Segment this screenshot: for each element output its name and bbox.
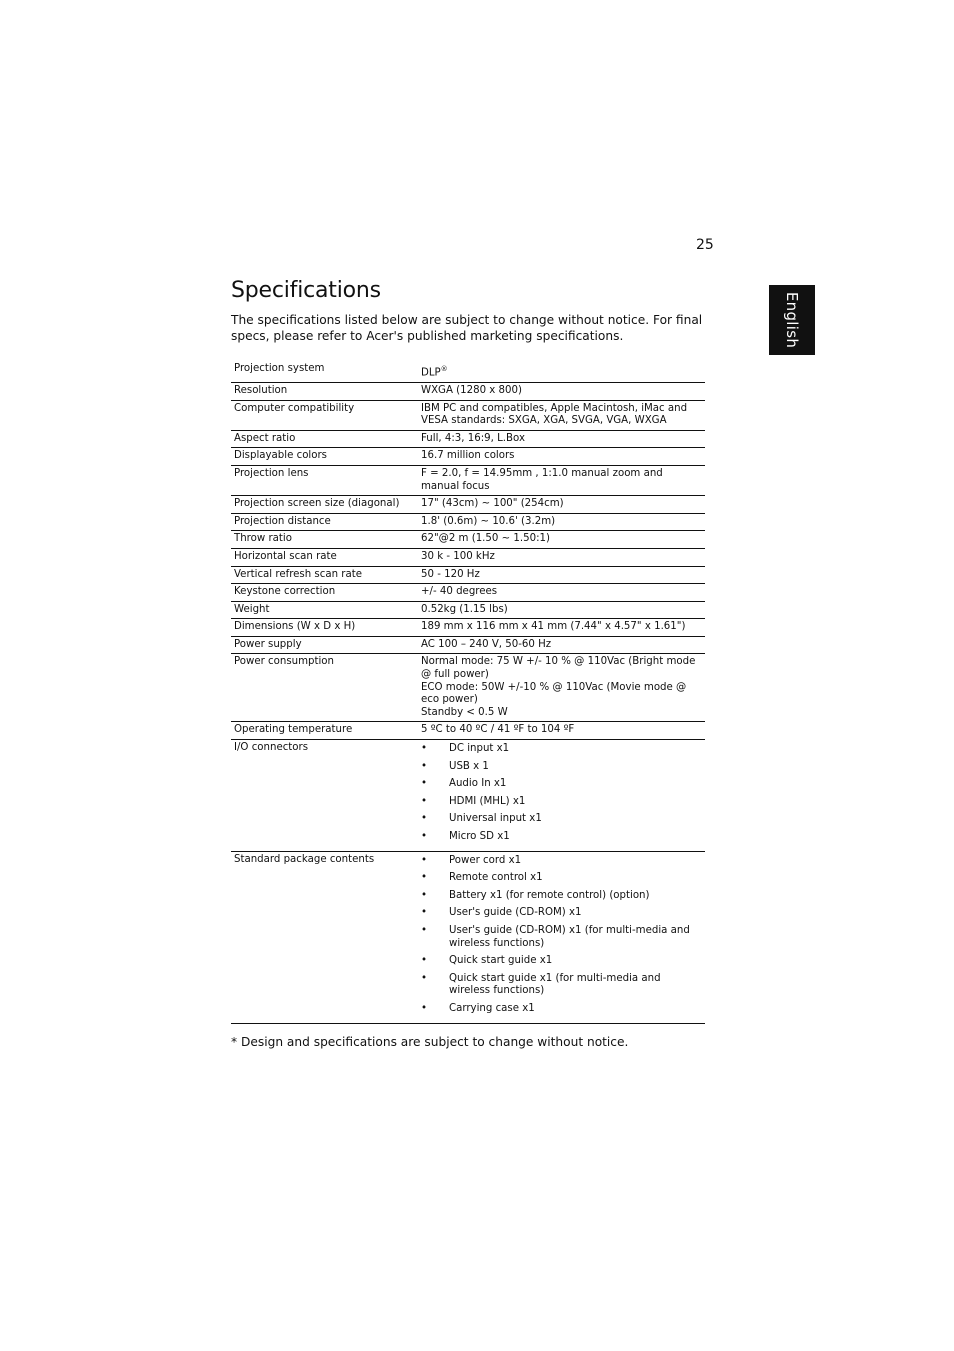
spec-value-line: Normal mode: 75 W +/- 10 % @ 110Vac (Bright mode @ full power)	[421, 656, 696, 681]
list-item: • Battery x1 (for remote control) (option)	[421, 890, 703, 903]
spec-value-text: 17" (43cm) ~ 100" (254cm)	[421, 498, 564, 510]
table-row	[231, 636, 705, 654]
spec-value-text: 5 ºC to 40 ºC / 41 ºF to 104 ºF	[421, 724, 575, 736]
spec-value-text: DLP	[421, 367, 441, 379]
table-row	[231, 722, 705, 740]
language-tab-label: English	[783, 291, 801, 349]
spec-value	[418, 636, 705, 654]
spec-label: Keystone correction	[231, 584, 418, 602]
spec-label: Computer compatibility	[231, 400, 418, 430]
spec-value	[418, 430, 705, 448]
spec-value-text: 16.7 million colors	[421, 450, 515, 462]
spec-value-line: Standby < 0.5 W	[421, 706, 508, 718]
spec-label: Projection distance	[231, 513, 418, 531]
spec-value	[418, 496, 705, 514]
spec-value	[418, 619, 705, 637]
footnote: * Design and specifications are subject to change without notice.	[231, 1035, 629, 1049]
table-row	[231, 513, 705, 531]
list-item: • Universal input x1	[421, 813, 703, 826]
list-item: • Remote control x1	[421, 872, 703, 885]
spec-value	[418, 740, 705, 852]
list-item: • User's guide (CD-ROM) x1 (for multi-media and wireless functions)	[421, 925, 703, 950]
spec-value-text: 189 mm x 116 mm x 41 mm (7.44" x 4.57" x 1.61")	[421, 621, 686, 633]
spec-value	[418, 601, 705, 619]
spec-label: Projection screen size (diagonal)	[231, 496, 418, 514]
list-item: • Power cord x1	[421, 855, 703, 868]
spec-value	[418, 548, 705, 566]
registered-mark: ®	[440, 365, 448, 373]
spec-value	[418, 654, 705, 722]
list-item: • Carrying case x1	[421, 1003, 703, 1016]
spec-value	[418, 722, 705, 740]
spec-value-text: IBM PC and compatibles, Apple Macintosh, iMac and VESA standards: SXGA, XGA, SVGA, VGA, WXGA	[421, 402, 688, 427]
spec-value	[418, 448, 705, 466]
page-number: 25	[696, 237, 714, 253]
spec-value	[418, 400, 705, 430]
spec-value-text: 62"@2 m (1.50 ~ 1.50:1)	[421, 533, 550, 545]
spec-value	[418, 358, 705, 382]
spec-label: I/O connectors	[231, 740, 418, 852]
spec-value-text: 50 - 120 Hz	[421, 568, 480, 580]
table-row	[231, 851, 705, 1023]
intro-paragraph: The specifications listed below are subject to change without notice. For final specs, please refer to Acer's published marketing specifications.	[231, 313, 703, 343]
spec-value-text: +/- 40 degrees	[421, 586, 498, 598]
spec-bullet-list	[421, 855, 703, 1016]
spec-label: Projection lens	[231, 465, 418, 495]
table-row	[231, 448, 705, 466]
spec-value-text: F = 2.0, f = 14.95mm , 1:1.0 manual zoom and manual focus	[421, 467, 663, 492]
spec-value-text: 0.52kg (1.15 lbs)	[421, 603, 508, 615]
spec-value-line: ECO mode: 50W +/-10 % @ 110Vac (Movie mode @ eco power)	[421, 681, 687, 706]
spec-label: Projection system	[231, 358, 418, 382]
spec-value	[418, 531, 705, 549]
spec-label: Throw ratio	[231, 531, 418, 549]
language-tab	[769, 285, 815, 355]
table-row	[231, 566, 705, 584]
list-item: • Micro SD x1	[421, 831, 703, 844]
table-row	[231, 601, 705, 619]
list-item: • Quick start guide x1 (for multi-media and wireless functions)	[421, 973, 703, 998]
spec-label: Horizontal scan rate	[231, 548, 418, 566]
spec-label: Aspect ratio	[231, 430, 418, 448]
table-row	[231, 358, 705, 382]
spec-value	[418, 465, 705, 495]
table-row	[231, 382, 705, 400]
page-title: Specifications	[231, 278, 381, 303]
spec-label: Resolution	[231, 382, 418, 400]
specifications-table	[231, 358, 705, 1024]
list-item: • HDMI (MHL) x1	[421, 796, 703, 809]
spec-bullet-list	[421, 743, 703, 844]
spec-value	[418, 584, 705, 602]
list-item: • Audio In x1	[421, 778, 703, 791]
spec-value	[418, 513, 705, 531]
spec-value-text: AC 100 – 240 V, 50-60 Hz	[421, 638, 552, 650]
table-row	[231, 465, 705, 495]
list-item: • User's guide (CD-ROM) x1	[421, 907, 703, 920]
spec-value	[418, 566, 705, 584]
table-row	[231, 584, 705, 602]
spec-label: Displayable colors	[231, 448, 418, 466]
spec-label: Vertical refresh scan rate	[231, 566, 418, 584]
spec-label: Weight	[231, 601, 418, 619]
list-item: • DC input x1	[421, 743, 703, 756]
spec-value-text: 30 k - 100 kHz	[421, 550, 495, 562]
table-row	[231, 548, 705, 566]
spec-label: Power consumption	[231, 654, 418, 722]
table-row	[231, 430, 705, 448]
table-row	[231, 740, 705, 852]
spec-label: Standard package contents	[231, 851, 418, 1023]
spec-value	[418, 851, 705, 1023]
spec-value-text: Full, 4:3, 16:9, L.Box	[421, 432, 525, 444]
spec-label: Power supply	[231, 636, 418, 654]
spec-value-text: 1.8' (0.6m) ~ 10.6' (3.2m)	[421, 515, 556, 527]
table-row	[231, 531, 705, 549]
spec-value-text: WXGA (1280 x 800)	[421, 384, 522, 396]
spec-label: Dimensions (W x D x H)	[231, 619, 418, 637]
spec-value	[418, 382, 705, 400]
list-item: • Quick start guide x1	[421, 955, 703, 968]
table-row	[231, 619, 705, 637]
list-item: • USB x 1	[421, 761, 703, 774]
table-row	[231, 400, 705, 430]
table-row	[231, 654, 705, 722]
spec-label: Operating temperature	[231, 722, 418, 740]
table-row	[231, 496, 705, 514]
